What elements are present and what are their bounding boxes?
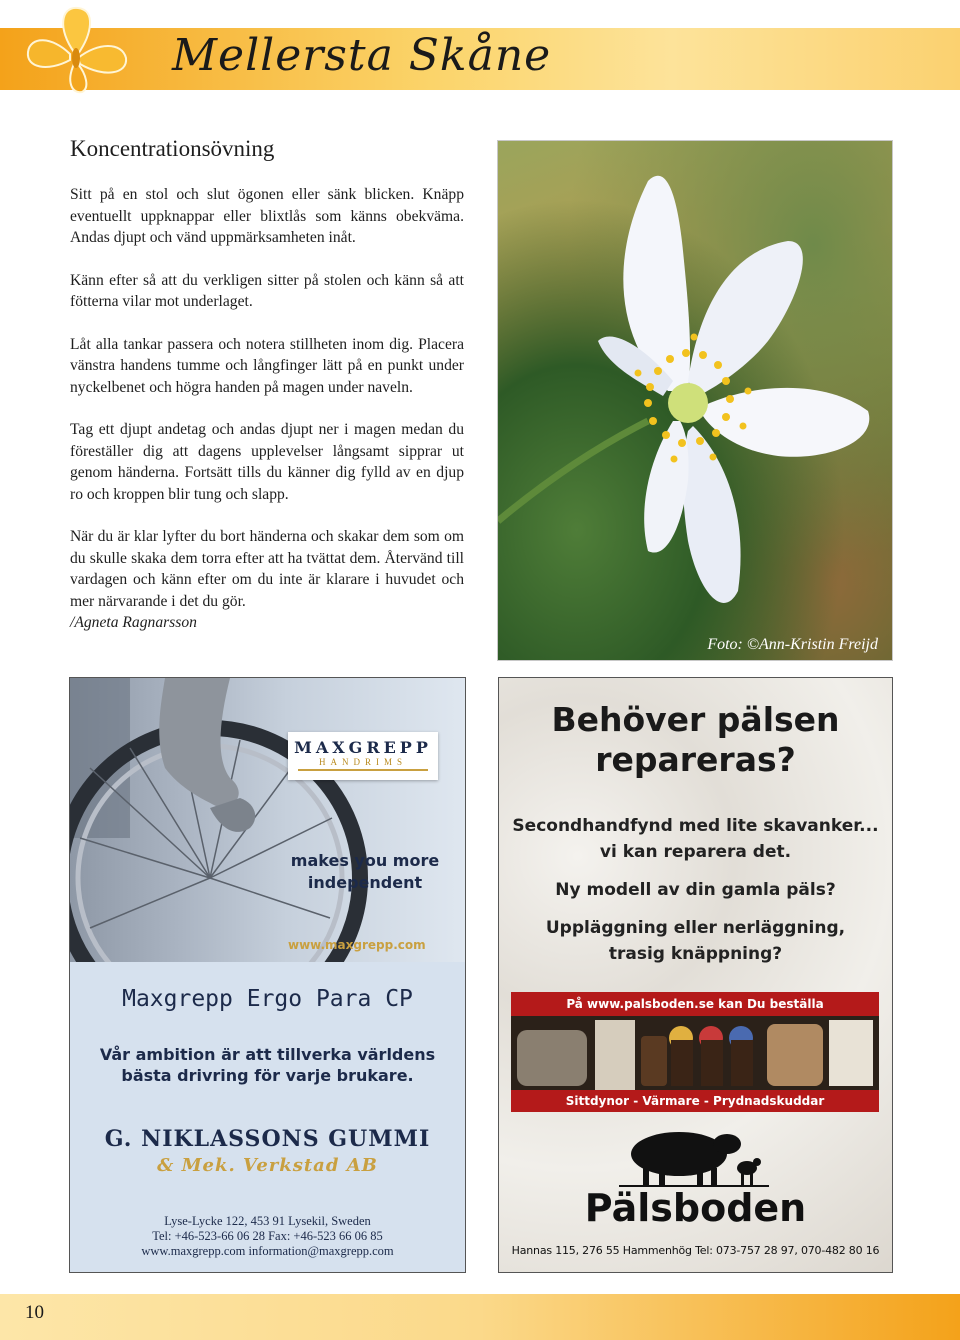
palsboden-headline [499, 700, 892, 780]
palsboden-text-line: Uppläggning eller nerläggning, [545, 918, 846, 938]
palsboden-text-line: vi kan reparera det. [599, 842, 792, 862]
article-paragraph: Låt alla tankar passera och notera stillheten inom dig. Placera vänstra handens tumme och långfinger lätt på en punkt under nyckelbenet och högra handen på magen under naveln. [70, 335, 464, 396]
contact-web: www.maxgrepp.com information@maxgrepp.com [141, 1244, 394, 1258]
sheep-icon [619, 1124, 769, 1188]
wheelchair-wheel-image [70, 678, 465, 962]
product-name: Maxgrepp Ergo Para CP [122, 986, 413, 1012]
page-number: 10 [25, 1302, 44, 1323]
product-photos [511, 1016, 879, 1090]
palsboden-ad [498, 677, 893, 1273]
article-paragraph: Känn efter så att du verkligen sitter på stolen och känn så att fötterna vilar mot underlaget. [70, 271, 464, 310]
anemone-photo [497, 140, 893, 661]
company-name: G. NIKLASSONS GUMMI [104, 1126, 431, 1152]
tagline-line: makes you more [290, 851, 440, 870]
logo-underline [298, 769, 428, 771]
palsboden-text-line: trasig knäppning? [608, 944, 783, 964]
palsboden-text-line: Ny modell av din gamla päls? [555, 880, 836, 900]
products-strip: Sittdynor - Värmare - Prydnadskuddar [511, 1090, 879, 1112]
headline-line: repareras? [595, 740, 796, 779]
article-paragraph: När du är klar lyfter du bort händerna och skakar dem som om du skulle skaka dem torra efter att ha tvättat dem. Återvänd till vardagen och känn efter om du inte är klarare i huvudet och mer närvarande i det du gör. [70, 528, 464, 610]
order-strip: På www.palsboden.se kan Du beställa [511, 992, 879, 1016]
tagline-line: independent [307, 873, 423, 892]
company-subname: & Mek. Verkstad AB [157, 1155, 378, 1176]
logo-wordmark: MAXGREPP [294, 738, 432, 757]
palsboden-text-line: Secondhandfynd med lite skavanker... [512, 816, 879, 836]
anemone-flower-image [498, 141, 892, 660]
palsboden-brand: Pälsboden [584, 1186, 807, 1230]
maxgrepp-ad [69, 677, 466, 1273]
maxgrepp-contact [70, 1214, 465, 1259]
logo-subline: HANDRIMS [318, 757, 407, 767]
contact-phone: Tel: +46-523-66 06 28 Fax: +46-523 66 06 85 [152, 1229, 383, 1243]
maxgrepp-logo [288, 732, 438, 780]
contact-address: Lyse-Lycke 122, 453 91 Lysekil, Sweden [164, 1214, 371, 1228]
article-title: Koncentrationsövning [70, 136, 275, 161]
article-paragraph: Tag ett djupt andetag och andas djupt ner i magen medan du föreställer dig att dagens upplevelser långsamt sipprar ut genom händerna. Fortsätt tills du känner dig fylld av en djup ro och kroppen blir tung och slapp. [70, 421, 464, 503]
page-title: Mellersta Skåne [172, 30, 552, 81]
palsboden-contact: Hannas 115, 276 55 Hammenhög Tel: 073-757 28 97, 070-482 80 16 [511, 1244, 880, 1257]
ambition-line: bästa drivring för varje brukare. [121, 1066, 414, 1085]
footer-band [0, 1294, 960, 1340]
butterfly-icon [18, 2, 136, 98]
maxgrepp-tagline [280, 850, 450, 894]
ambition-line: Vår ambition är att tillverka världens [99, 1045, 436, 1064]
maxgrepp-url: www.maxgrepp.com [288, 938, 426, 952]
fur-products-image [511, 1016, 879, 1090]
photo-credit: Foto: ©Ann-Kristin Freijd [707, 636, 878, 653]
article [70, 136, 464, 655]
ambition-text [70, 1044, 465, 1086]
headline-line: Behöver pälsen [551, 700, 840, 739]
article-signature: /Agneta Ragnarsson [70, 614, 197, 631]
article-paragraph: Sitt på en stol och slut ögonen eller sänk blicken. Knäpp eventuellt uppknappar eller blixtlås som känns obekväma. Andas djupt och vänd uppmärksamheten inåt. [70, 186, 464, 246]
